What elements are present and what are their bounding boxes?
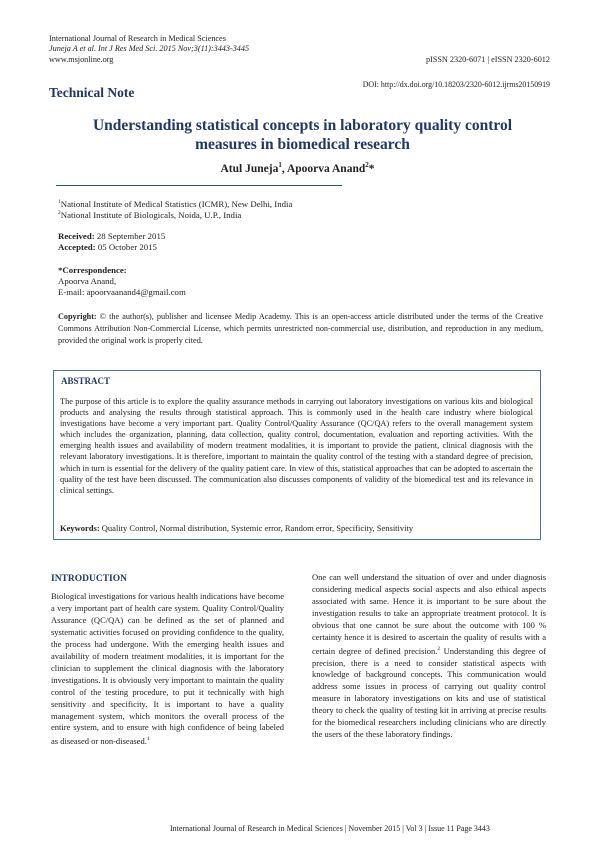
abstract-heading: ABSTRACT bbox=[61, 376, 111, 386]
author-1-sup: 1 bbox=[278, 161, 282, 169]
journal-name: International Journal of Research in Medical Sciences bbox=[49, 34, 226, 43]
copyright-label: Copyright: bbox=[58, 312, 97, 321]
accepted-value: 05 October 2015 bbox=[95, 242, 157, 252]
received-value: 28 September 2015 bbox=[94, 231, 166, 241]
article-type: Technical Note bbox=[49, 85, 135, 100]
received-label: Received: bbox=[58, 231, 95, 241]
affiliation-2-sup: 2 bbox=[58, 210, 61, 216]
accepted-date bbox=[58, 242, 157, 253]
affiliation-2 bbox=[58, 208, 241, 221]
affiliation-1-sup: 1 bbox=[58, 199, 61, 205]
author-1: Atul Juneja bbox=[220, 162, 279, 175]
keywords-label: Keywords: bbox=[60, 523, 100, 533]
article-title bbox=[60, 116, 545, 154]
accepted-label: Accepted: bbox=[58, 242, 96, 252]
title-line-2: measures in biomedical research bbox=[195, 136, 410, 153]
website-link[interactable]: www.msjonline.org bbox=[49, 55, 114, 64]
author-divider bbox=[56, 185, 342, 186]
correspondence-name: Apoorva Anand, bbox=[58, 276, 117, 286]
left-column-text: Biological investigations for various health indications have become a very important part of health care system. Quality Control/Quality Assurance (QC/QA) can be defined as the set of planned and systematic activities focused on providing confidence to the quality, the process had undergone. With the emerging health issues and availability of modern treatment modalities, it is important for the clinician to supplement the clinical diagnosis with the laboratory investigations. It is obviously very important to maintain the quality control of the testing procedure, to put it technically with high sensitivity and specificity. It is important to have a quality management system, which monitors the overall process of the entire system, and to ensure with high confidence of being labeled as diseased or non-diseased. bbox=[51, 591, 284, 747]
title-line-1: Understanding statistical concepts in laboratory quality control bbox=[92, 117, 513, 134]
introduction-heading: INTRODUCTION bbox=[51, 574, 128, 584]
correspondence-email[interactable]: E-mail: apoorvaanand4@gmail.com bbox=[58, 287, 186, 297]
received-date bbox=[58, 231, 165, 242]
affiliation-1-text: National Institute of Medical Statistics (ICMR), New Delhi, India bbox=[60, 198, 293, 209]
authors bbox=[0, 161, 595, 175]
page-footer: International Journal of Research in Medical Sciences | November 2015 | Vol 3 | Issue 11 Page 3443 bbox=[170, 824, 490, 833]
issn: pISSN 2320-6071 | eISSN 2320-6012 bbox=[426, 55, 550, 64]
introduction-right-column bbox=[312, 572, 546, 741]
keywords-text: Quality Control, Normal distribution, Systemic error, Random error, Specificity, Sensitivity bbox=[99, 523, 414, 533]
reference-1[interactable]: 1 bbox=[146, 736, 150, 743]
copyright-text: © the author(s), publisher and licensee Medip Academy. This is an open-access article distributed under the terms of the Creative Commons Attribution Non-Commercial License, which permits unrestricted non-commercial use, distribution, and reproduction in any medium, provided the original work is properly cited. bbox=[58, 312, 543, 345]
affiliation-2-text: National Institute of Biologicals, Noida, U.P., India bbox=[60, 209, 242, 220]
doi-link[interactable]: DOI: http://dx.doi.org/10.18203/2320-6012.ijrms20150919 bbox=[362, 80, 550, 89]
author-2: Apoorva Anand bbox=[286, 162, 366, 175]
author-2-sup: 2 bbox=[365, 161, 369, 169]
correspondence-label: *Correspondence: bbox=[58, 265, 127, 275]
keywords bbox=[60, 523, 413, 533]
introduction-left-column bbox=[51, 591, 284, 748]
abstract-text: The purpose of this article is to explore the quality assurance methods in carrying out laboratory investigations on various kits and biological products and analysing the results through statistical approach. This is commonly used in the health care industry where biological investigations have become a very important part. Quality Control/Quality Assurance (QC/QA) refers to the overall management system which includes the organization, planning, data collection, quality control, documentation, evaluation and reporting activities. With the emerging health issues and availability of modern treatment modalities, it is important to provide the patient, clinical diagnosis with the relevant laboratory investigations. It is therefore, important to maintain the quality control of the testing with a standard degree of precision, which in turn is essential for the delivery of the quality patient care. In view of this, statistical approaches that can be adopted to ascertain the quality of the test have been discussed. The communication also discusses components of validity of the biomedical test and its relevance in clinical settings. bbox=[60, 397, 533, 495]
right-column-text-a: One can well understand the situation of over and under diagnosis considering medical aspects social aspects and also ethical aspects associated with same. Hence it is important to be sure about the investigation results to take an appropriate treatment protocol. It is obvious that one cannot be sure about the outcome with 100 % certainty hence it is desired to ascertain the quality of results with a certain degree of defined precision. bbox=[312, 572, 546, 656]
citation: Juneja A et al. Int J Res Med Sci. 2015 Nov;3(11):3443-3445 bbox=[49, 44, 250, 53]
reference-2[interactable]: 2 bbox=[437, 645, 441, 652]
copyright-notice bbox=[58, 311, 543, 346]
right-column-text-b: Understanding this degree of precision, there is a need to consider statistical aspects with knowledge of background concepts. This communication would address some issues in process of carrying out quality control measure in laboratory investigations on kits and use of statistical theory to check the quality of testing kit in arriving at precise results for the biomedical researchers including clinicians who are directly the users of the these laboratory findings. bbox=[312, 645, 546, 740]
corresponding-mark: * bbox=[368, 162, 375, 175]
author-separator: , bbox=[281, 162, 287, 175]
